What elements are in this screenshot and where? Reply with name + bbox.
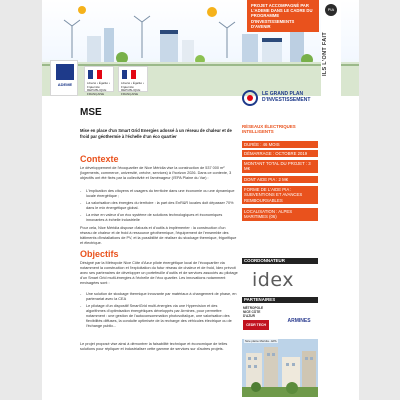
list-item: - Une solution de stockage thermique innovante par matériaux à changement de phase, en partenariat avec la CEA <box>80 292 238 302</box>
project-lead: Mise en place d'un Smart Grid Energies adossé à un réseau de chaleur et de froid par géothermie à l'échelle d'un éco quartier <box>80 128 232 139</box>
ministere-logo: Liberté • Égalité • Fraternité RÉPUBLIQUE FRANÇAISE <box>118 66 148 92</box>
photo-caption: Nice plaine Méridia - EPA <box>245 339 277 343</box>
ademe-logo: ADEME <box>50 60 78 96</box>
pia-circle-icon: PIA <box>325 4 337 16</box>
contexte-outro: Pour cela, Nice Méridia dispose d'atouts et d'outils à implémenter : la construction d'un réseau de chaleur et de froid à ressource géothermique, l'équipement de l'ensemble des bâtiments d'installations de PV, et la possibilité de réaliser du stockage thermique, frigorifique et électrique. <box>80 226 237 245</box>
cedrtech-logo: CEDR TECH <box>243 320 269 330</box>
contexte-heading: Contexte <box>80 154 119 164</box>
list-item: - Le pilotage d'un dispositif SmartGrid multi-énergies via une Hypervision et des algorithmes d'optimisation énergétiques développés par Armines, pour permettre notamment : une gestion de l'autoconsommation photovoltaïque, une valorisation des flexibilités diffuses, la conduite optimisée de la recharge des véhicules électrique ou de l'échange public... <box>80 304 238 329</box>
aid-form: FORME DE L'AIDE PIA : SUBVENTIONS ET AVANCES REMBOURSABLES <box>242 186 318 204</box>
total-amount: MONTANT TOTAL DU PROJET : 3 M€ <box>242 160 318 173</box>
project-sheet <box>42 0 359 400</box>
armines-logo: ARMINES <box>287 318 311 324</box>
duration: DURÉE : 46 MOIS <box>242 141 318 148</box>
partner-logos <box>242 305 318 337</box>
contexte-intro: Le développement de l'écoquartier de Nice Méridia vise la construction de 537 000 m² (logements, commerce, université, crèche, services) à l'horizon 2026. Dans ce contexte, 3 objectifs ont été fixés par la collectivité et l'aménageur (l'EPA Plaine du Var) : <box>80 166 232 180</box>
coordinator-logo: idex <box>242 267 318 293</box>
start-date: DÉMARRAGE : OCTOBRE 2019 <box>242 150 318 157</box>
project-title: MSE <box>80 107 102 118</box>
list-item: - L'implication des citoyens et usagers du territoire dans une économie ou une dynamique locale énergétique ; <box>80 189 238 199</box>
republique-francaise-logo: Liberté • Égalité • Fraternité RÉPUBLIQUE FRANÇAISE <box>84 66 114 92</box>
coordinator-label: COORDONNATEUR <box>242 258 318 264</box>
site-photo <box>242 339 318 397</box>
location: LOCALISATION : ALPES MARITIMES (06) <box>242 208 318 221</box>
objectifs-intro: Désigné par la Métropole Nice Côte d'Azur pilote énergétique local de l'écoquartier via notamment la construction et l'exploitation du futur réseau de chaleur et de froid, Idex prévoit avec ses partenaires de développer un portefeuille d'outils et de services associés au pilotage d'un Smart Grid multi-énergies à l'échelle de l'éco quartier. Les innovations notamment envisagées sont : <box>80 261 238 285</box>
metropole-logo: MÉTROPOLE NICE CÔTE D'AZUR <box>243 306 264 318</box>
objectifs-outro: Le projet proposé vise ainsi à démontrer la faisabilité technique et économique de telles solutions pour répliquer et industrialiser cette gamme de services sur d'autres projets. <box>80 342 228 351</box>
list-item: - La valorisation des énergies du territoire : la part des EnR&R locales doit dépasser 70% dans le mix énergétique global. <box>80 201 238 211</box>
contexte-list <box>80 189 238 225</box>
aid-amount: DONT AIDE PIA : 2 M€ <box>242 176 318 183</box>
side-label: ILS L'ONT FAIT <box>322 32 328 77</box>
list-item: - La mise en valeur d'un éco système de solutions technologiques et économiques innovantes à échelle industrielle <box>80 213 238 223</box>
objectifs-heading: Objectifs <box>80 249 119 259</box>
project-badge: PROJET ACCOMPAGNÉ PAR L'ADEME DANS LE CADRE DU PROGRAMME D'INVESTISSEMENTS D'AVENIR <box>247 0 319 32</box>
grand-plan-icon <box>242 90 258 106</box>
project-category: RÉSEAUX ÉLECTRIQUES INTELLIGENTS <box>242 124 296 135</box>
grand-plan-logo: LE GRAND PLAN D'INVESTISSEMENT <box>242 88 318 114</box>
objectifs-list <box>80 292 238 331</box>
partners-label: PARTENAIRES <box>242 297 318 303</box>
